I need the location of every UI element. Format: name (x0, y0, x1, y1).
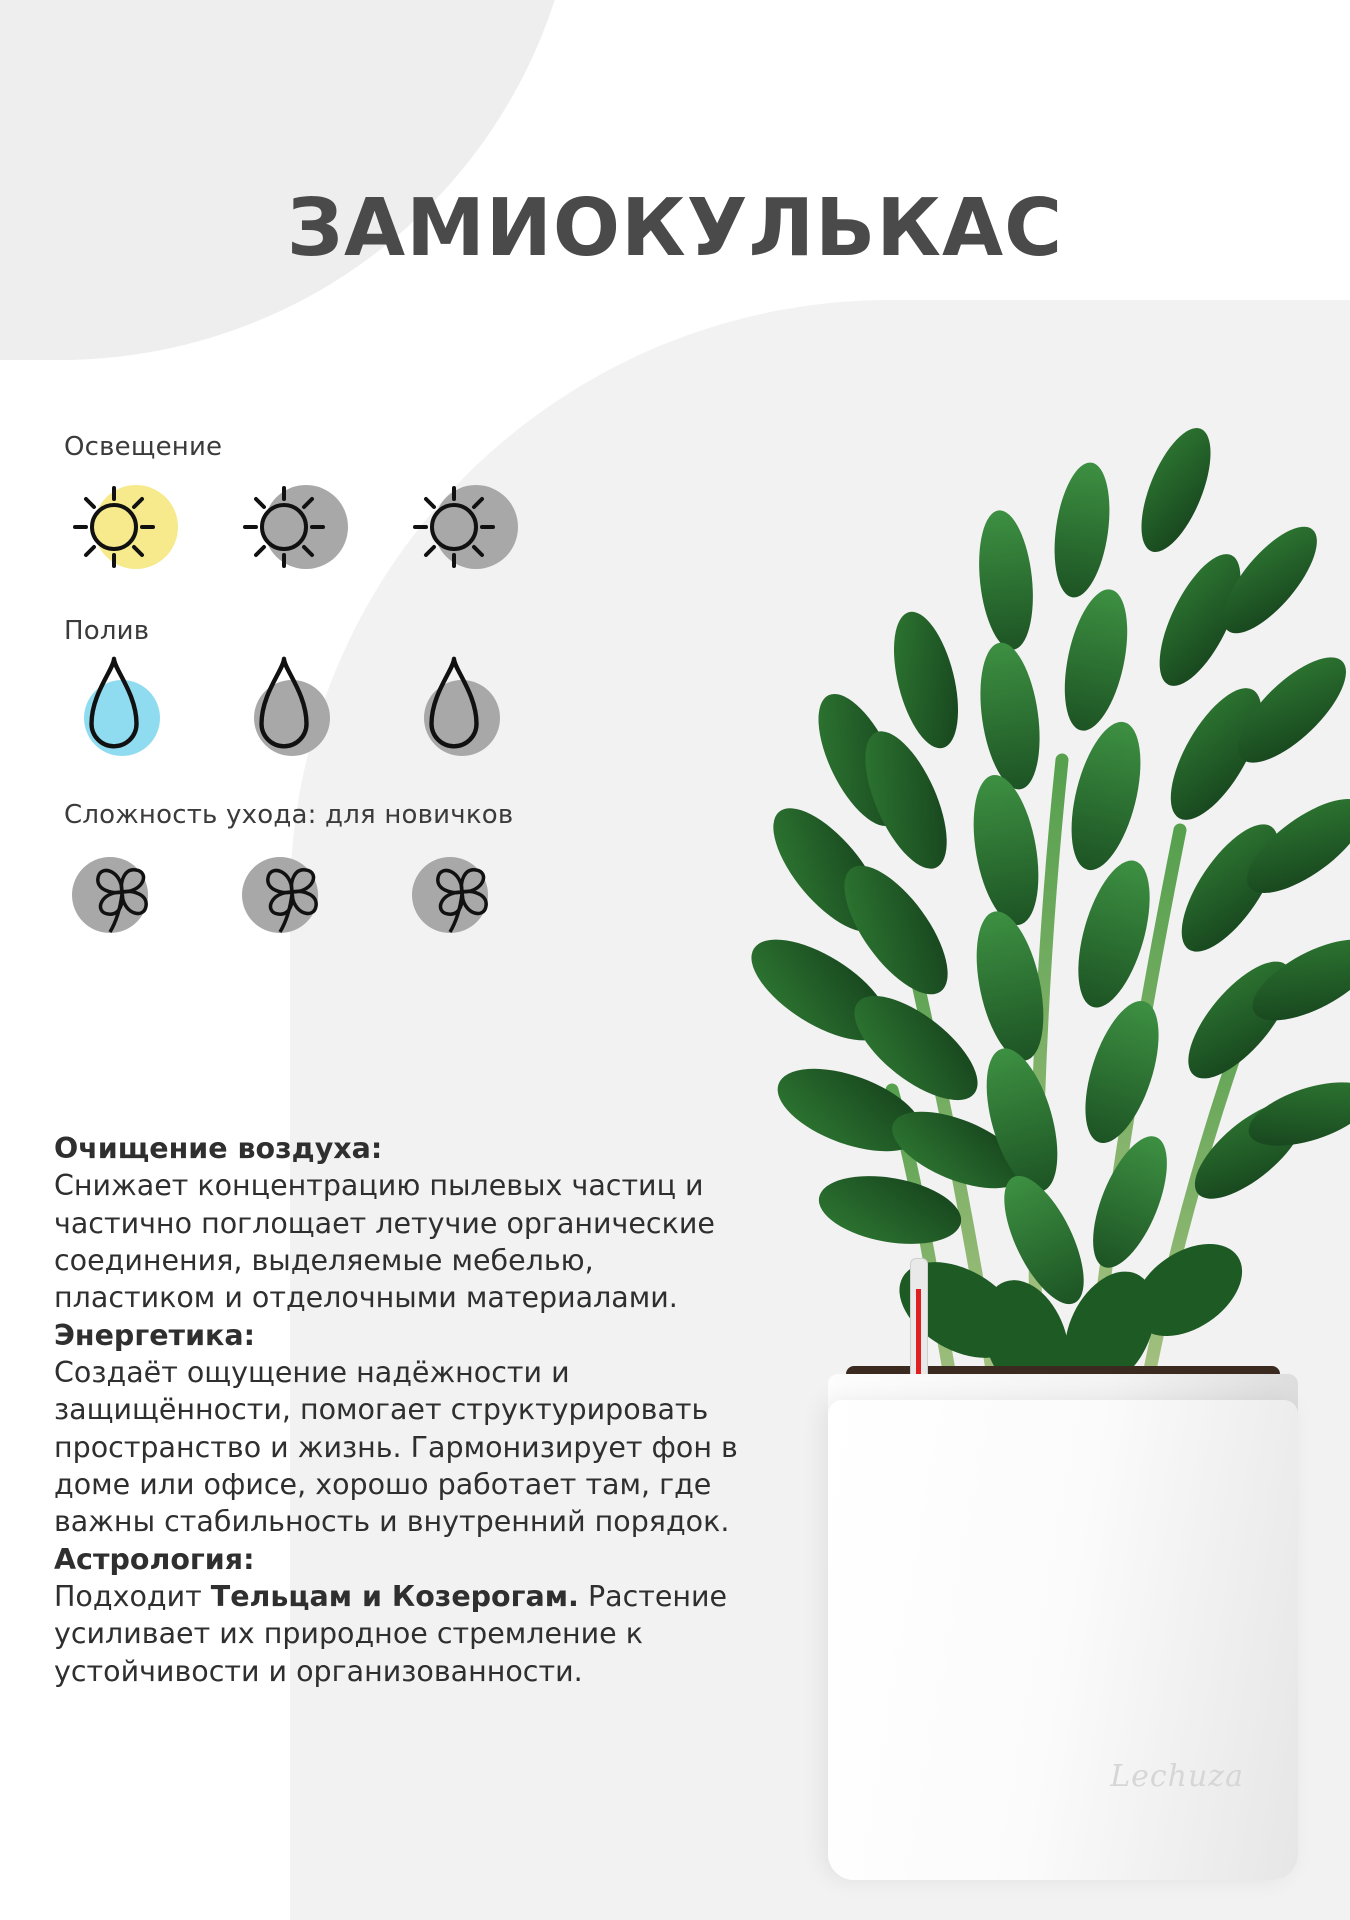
astrology-text-before: Подходит (54, 1579, 211, 1613)
pot-brand-logo: Lechuza (1110, 1759, 1244, 1794)
section-text (54, 1578, 744, 1690)
section-air-purification (54, 1130, 744, 1317)
sun-icon (400, 472, 524, 582)
section-heading: Энергетика: (54, 1318, 256, 1352)
section-heading: Астрология: (54, 1542, 255, 1576)
light-label: Освещение (64, 432, 223, 462)
section-energy (54, 1317, 744, 1541)
astrology-signs: Тельцам и Козерогам. (210, 1579, 579, 1613)
astrology-text-after: Растение усиливает их природное стремление к устойчивости и организованности. (54, 1579, 728, 1688)
water-level-gauge (910, 1258, 928, 1380)
sun-icon (230, 472, 354, 582)
section-text: Снижает концентрацию пылевых частиц и частично поглощает летучие органические соединения, выделяемые мебелью, пластиком и отделочными материалами. (54, 1169, 715, 1315)
description-content (54, 1130, 744, 1690)
sun-icon (60, 472, 184, 582)
plant-foliage (710, 330, 1350, 1530)
light-icon-row (56, 472, 676, 582)
difficulty-label: Сложность ухода: для новичков (64, 800, 514, 830)
care-block-water (56, 616, 676, 766)
care-info-panel (56, 432, 676, 984)
water-drop-icon (400, 656, 524, 766)
plant-pot (828, 1400, 1298, 1880)
page-title: ЗАМИОКУЛЬКАС (286, 182, 1064, 274)
plant-photo (710, 330, 1350, 1920)
decorative-corner-shape (0, 0, 580, 360)
clover-icon (400, 840, 524, 950)
section-text: Создаёт ощущение надёжности и защищённости, помогает структурировать пространство и жизнь. Гармонизирует фон в доме или офисе, хорошо работает там, где важны стабильность и внутренний порядок. (54, 1355, 738, 1539)
clover-icon (230, 840, 354, 950)
difficulty-icon-row (56, 840, 676, 950)
care-block-difficulty (56, 800, 676, 950)
care-block-light (56, 432, 676, 582)
water-drop-icon (60, 656, 184, 766)
water-label: Полив (64, 616, 150, 646)
clover-icon (60, 840, 184, 950)
water-icon-row (56, 656, 676, 766)
water-drop-icon (230, 656, 354, 766)
gauge-needle (916, 1289, 921, 1375)
section-astrology (54, 1541, 744, 1690)
section-heading: Очищение воздуха: (54, 1132, 383, 1165)
